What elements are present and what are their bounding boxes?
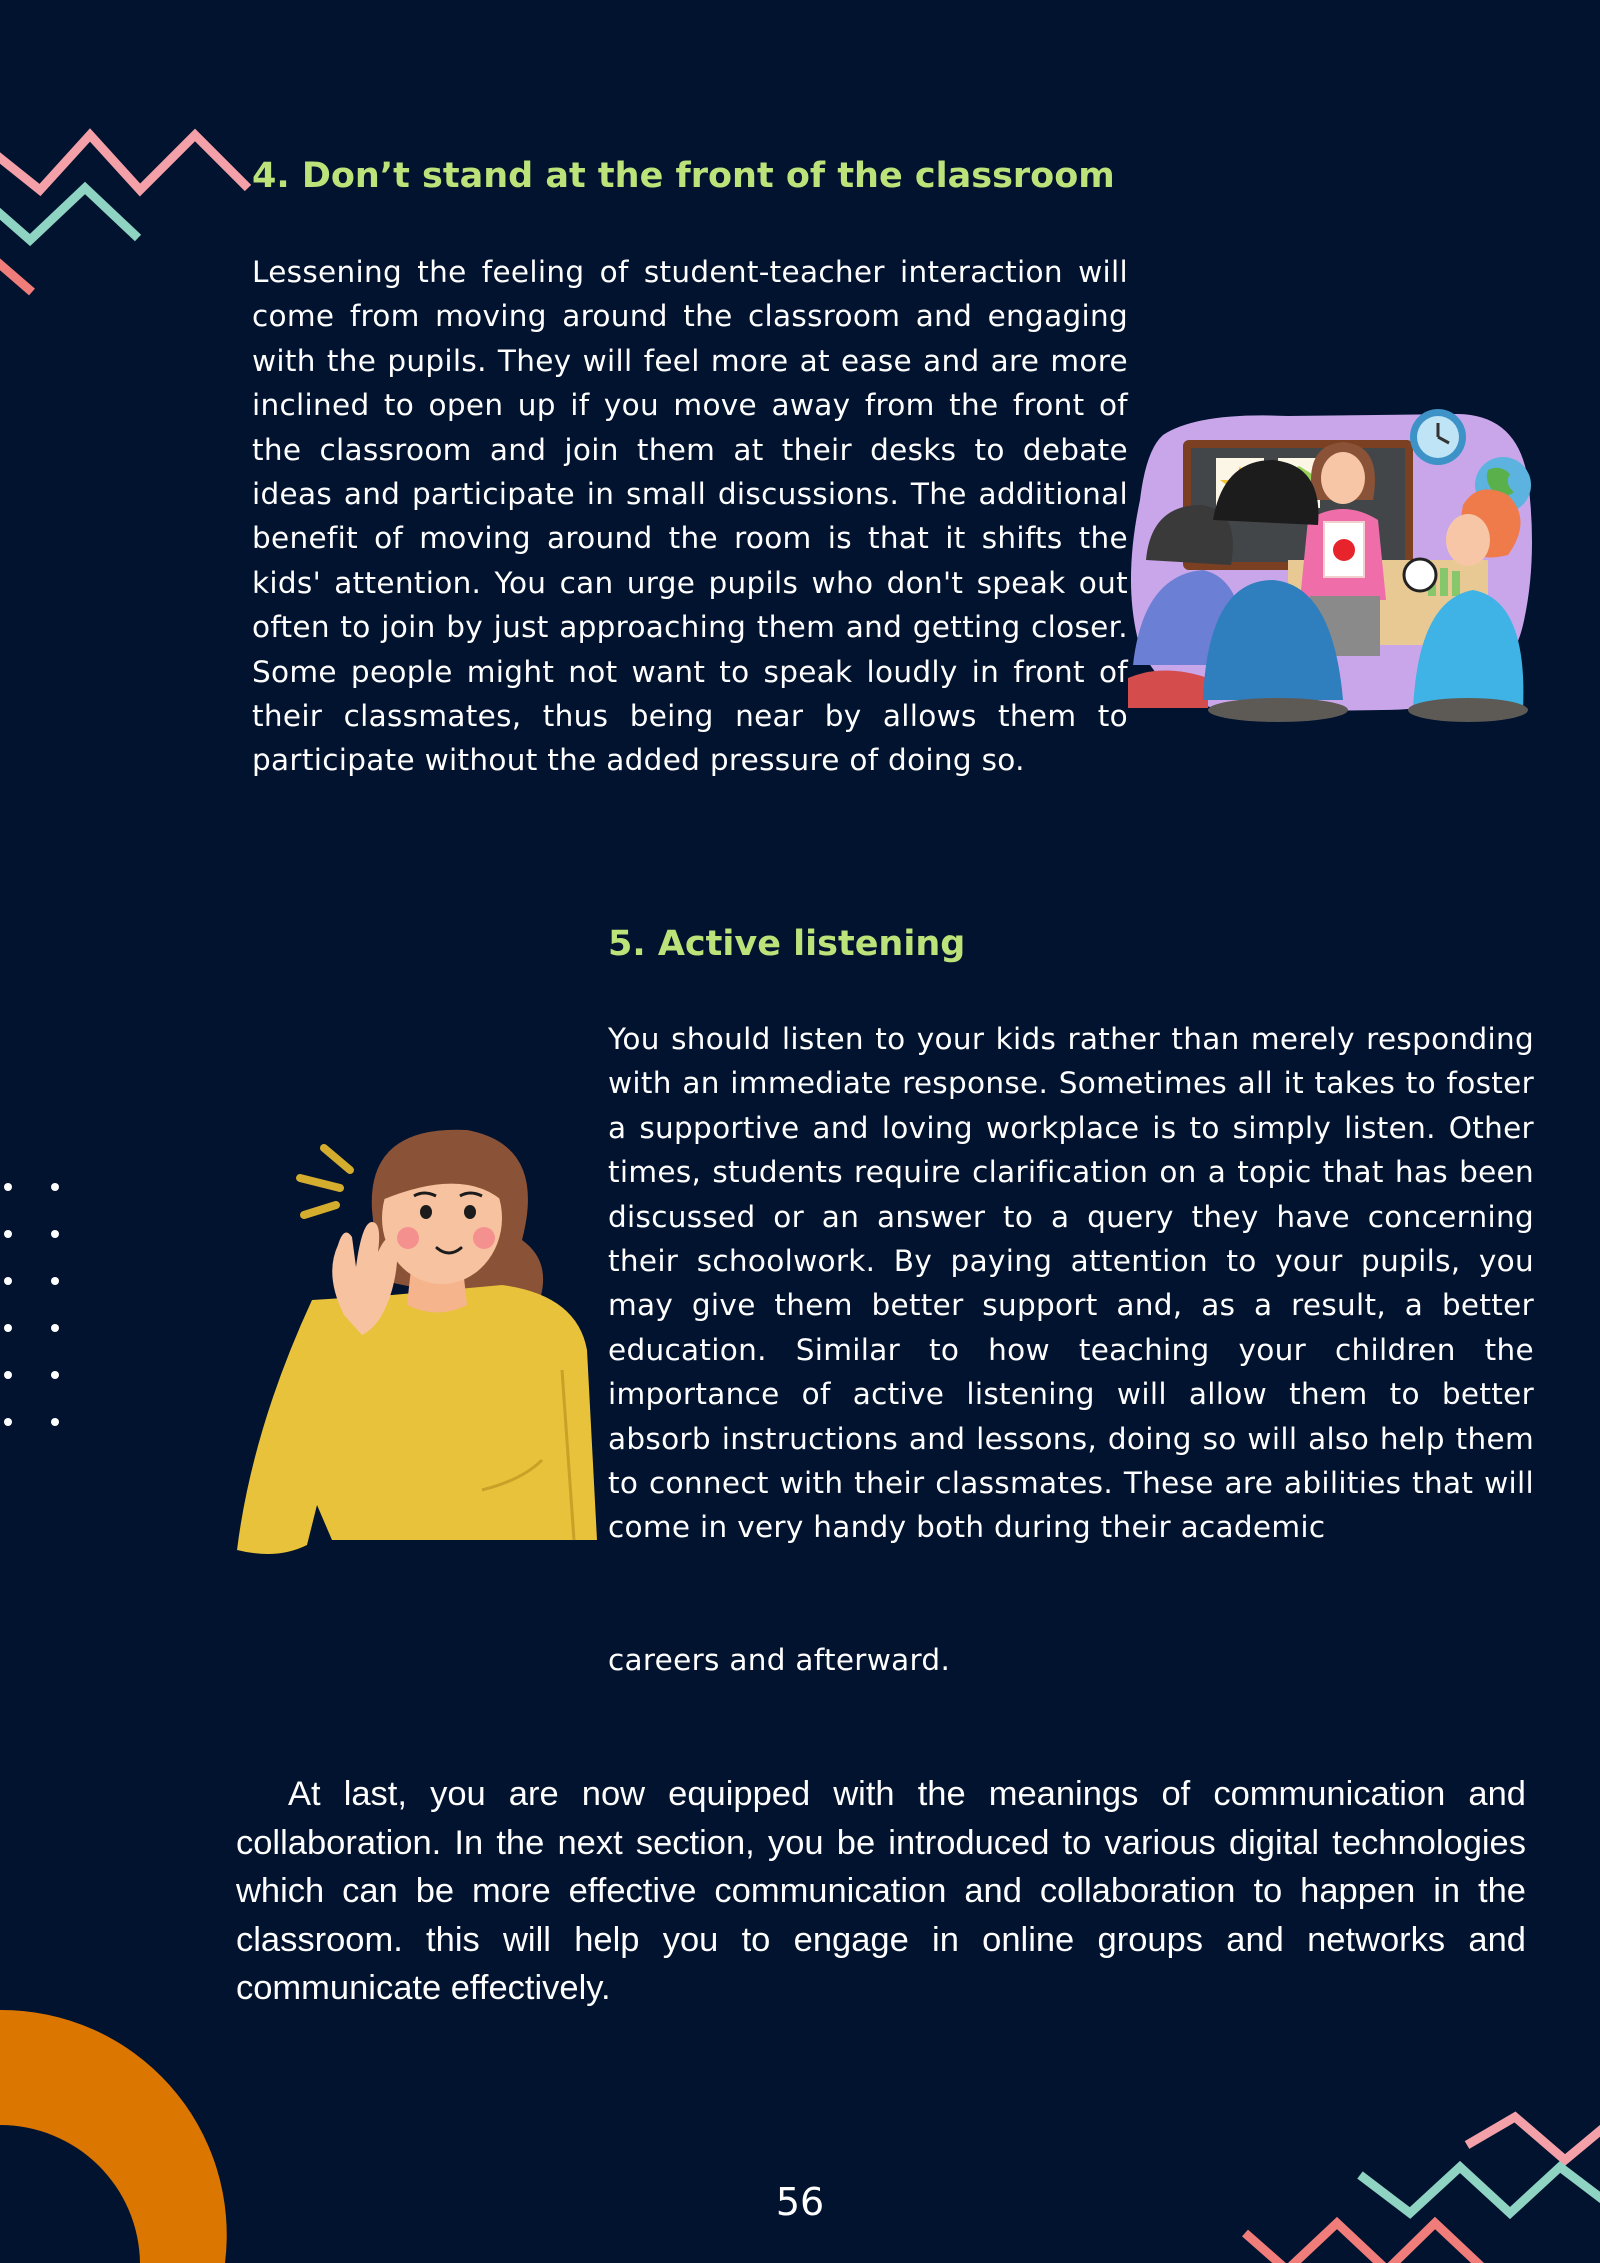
section-5-body: You should listen to your kids rather than merely responding with an immediate response. Sometimes all it takes to foster a supportive and loving workplace is to simply listen. Other times, students require clarification on a topic that has been discussed or an answer to a query they have concerning their schoolwork. By paying attention to your pupils, you may give them better support and, as a result, a better education. Similar to how teaching your children the importance of active listening will allow them to better absorb instructions and lessons, doing so will also help them to connect with their classmates. These are abilities that will come in very handy both during their academic: [608, 1022, 1534, 1545]
closing-paragraph: At last, you are now equipped with the meanings of communication and collaboration. In the next section, you be introduced to various digital technologies which can be more effective communication and collaboration to happen in the classroom. this will help you to engage in online groups and networks and communicate effectively.: [236, 1775, 1526, 2007]
section-4-heading: 4. Don’t stand at the front of the classroom: [252, 156, 1115, 196]
teacher-with-students-illustration: [1128, 410, 1538, 715]
section-5-body-last-line: careers and afterward.: [608, 1643, 951, 1677]
orange-arc-decoration: [0, 2010, 230, 2263]
woman-listening-illustration: [232, 1130, 602, 1540]
section-5-heading: 5. Active listening: [608, 924, 966, 964]
dot-grid-decoration: [0, 1175, 70, 1435]
section-4-body: Lessening the feeling of student-teacher interaction will come from moving around the classroom and engaging with the pupils. They will feel more at ease and are more inclined to open up if you move away from the front of the classroom and join them at their desks to debate ideas and participate in small discussions. The additional benefit of moving around the room is that it shifts the kids' attention. You can urge pupils who don't speak out often to join by just approaching them and getting closer. Some people might not want to speak loudly in front of their classmates, thus being near by allows them to participate without the added pressure of doing so.: [252, 255, 1128, 778]
page-number: 56: [775, 2180, 825, 2224]
zigzag-decoration-top-left: [0, 120, 260, 310]
